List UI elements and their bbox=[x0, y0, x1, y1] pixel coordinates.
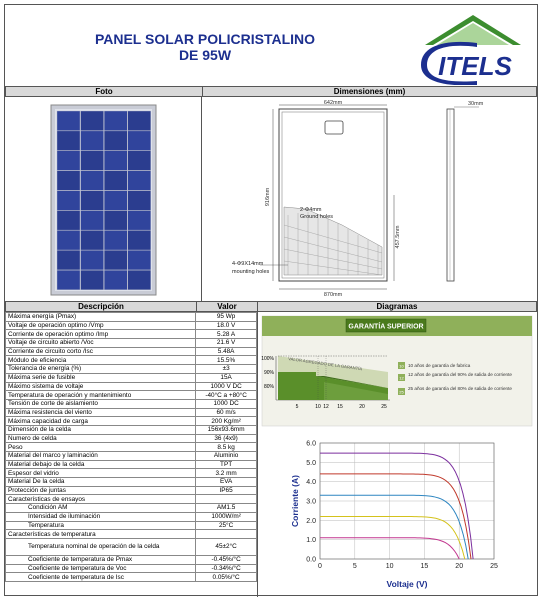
spec-value: 15.5% bbox=[196, 356, 257, 365]
mounting-holes-label: mounting holes bbox=[232, 269, 270, 275]
spec-value: TPT bbox=[196, 460, 257, 469]
spec-description: Máxima serie de fusible bbox=[6, 373, 196, 382]
spec-value: 5.28 A bbox=[196, 330, 257, 339]
spec-description: Espesor del vidrio bbox=[6, 469, 196, 478]
dim-depth: 30mm bbox=[468, 101, 484, 107]
warranty-band-label: VALOR AGREGADO DE LA GARANTÍA bbox=[287, 356, 363, 372]
datasheet bbox=[4, 4, 538, 596]
spec-row bbox=[6, 399, 257, 408]
spec-value: 8.5 kg bbox=[196, 443, 257, 452]
spec-description: Protección de juntas bbox=[6, 486, 196, 495]
spec-description: Temperatura nominal de operación de la celda bbox=[6, 538, 196, 555]
x-tick-label: 0 bbox=[318, 563, 322, 570]
warranty-xtick-15: 15 bbox=[337, 404, 343, 410]
y-tick-label: 6.0 bbox=[306, 440, 316, 448]
spec-description: Características de temperatura bbox=[6, 530, 196, 539]
dim-height: 916mm bbox=[265, 187, 271, 207]
spec-row bbox=[6, 339, 257, 348]
spec-description: Módulo de eficiencia bbox=[6, 356, 196, 365]
spec-description: Material De la celda bbox=[6, 478, 196, 487]
pv-cell bbox=[81, 171, 104, 191]
pv-cell bbox=[57, 171, 80, 191]
diagrams-area bbox=[257, 312, 537, 597]
valor-header: Valor bbox=[196, 301, 258, 312]
spec-value: 95 Wp bbox=[196, 313, 257, 322]
pv-cell bbox=[128, 191, 151, 211]
warranty-ytick-100: 100% bbox=[261, 356, 274, 362]
y-tick-label: 3.0 bbox=[306, 498, 316, 506]
x-tick-label: 10 bbox=[385, 563, 394, 570]
pv-cell bbox=[57, 151, 80, 171]
spec-row bbox=[6, 330, 257, 339]
spec-description: Tolerancia de energía (%) bbox=[6, 365, 196, 374]
pv-cell bbox=[128, 151, 151, 171]
spec-description: Corriente de operación optimo /Imp bbox=[6, 330, 196, 339]
spec-value: EVA bbox=[196, 478, 257, 487]
pv-cell bbox=[81, 131, 104, 151]
pv-cell bbox=[128, 230, 151, 250]
pv-cell bbox=[104, 211, 127, 231]
pv-cell bbox=[81, 270, 104, 290]
warranty-ytick-90: 90% bbox=[263, 370, 274, 376]
spec-description: Máxima capacidad de carga bbox=[6, 417, 196, 426]
pv-cell bbox=[104, 171, 127, 191]
spec-value: AM1.5 bbox=[196, 504, 257, 513]
legend-text-12: 12 años de garantía del 90% de salida de corriente bbox=[408, 372, 512, 377]
spec-value bbox=[196, 530, 257, 539]
iv-curve-chart bbox=[258, 435, 538, 595]
spec-value: 1000 DC bbox=[196, 399, 257, 408]
spec-row bbox=[6, 495, 257, 504]
spec-value: 1000W/m² bbox=[196, 512, 257, 521]
spec-row bbox=[6, 434, 257, 443]
pv-cell bbox=[57, 211, 80, 231]
pv-cell bbox=[128, 250, 151, 270]
spec-description: Numero de celda bbox=[6, 434, 196, 443]
warranty-chart bbox=[258, 312, 538, 430]
spec-row bbox=[6, 425, 257, 434]
spec-row bbox=[6, 555, 257, 564]
spec-row bbox=[6, 417, 257, 426]
logo-text: ITELS bbox=[438, 51, 512, 81]
spec-description: Coeficiente de temperatura de Isc bbox=[6, 573, 196, 582]
spec-value: Aluminio bbox=[196, 452, 257, 461]
pv-cell bbox=[57, 250, 80, 270]
spec-description: Coeficiente de temperatura de Pmax bbox=[6, 555, 196, 564]
pv-cell bbox=[104, 131, 127, 151]
warranty-title: GARANTÍA SUPERIOR bbox=[348, 323, 424, 331]
pv-cell bbox=[57, 270, 80, 290]
spec-value: 18.0 V bbox=[196, 321, 257, 330]
spec-value: -40°C a +80°C bbox=[196, 391, 257, 400]
legend-num-10: 10 bbox=[399, 363, 404, 369]
spec-value: 0.05%/°C bbox=[196, 573, 257, 582]
y-tick-label: 0.0 bbox=[306, 556, 316, 564]
spec-description: Voltaje de circuito abierto /Voc bbox=[6, 339, 196, 348]
warranty-xtick-5: 5 bbox=[295, 404, 299, 410]
ground-holes-label: Ground holes bbox=[300, 214, 334, 220]
spec-row bbox=[6, 347, 257, 356]
spec-value: 21.6 V bbox=[196, 339, 257, 348]
legend-text-25: 25 años de garantía del 80% de salida de corriente bbox=[408, 386, 512, 391]
spec-value: 5.48A bbox=[196, 347, 257, 356]
pv-cell bbox=[57, 111, 80, 131]
pv-cell bbox=[81, 151, 104, 171]
spec-value bbox=[196, 495, 257, 504]
pv-cell bbox=[104, 191, 127, 211]
pv-cell bbox=[81, 191, 104, 211]
dim-width-bottom: 870mm bbox=[323, 292, 343, 298]
itels-logo bbox=[417, 9, 529, 85]
spec-row bbox=[6, 521, 257, 530]
pv-cell bbox=[81, 250, 104, 270]
y-tick-label: 5.0 bbox=[306, 459, 316, 467]
spec-description: Dimensión de la celda bbox=[6, 425, 196, 434]
pv-cell bbox=[81, 111, 104, 131]
spec-description: Máxima resistencia del viento bbox=[6, 408, 196, 417]
descripcion-header: Descripción bbox=[5, 301, 197, 312]
spec-row bbox=[6, 469, 257, 478]
dimension-drawing bbox=[202, 97, 537, 302]
x-tick-label: 20 bbox=[455, 563, 464, 570]
spec-description: Voltaje de operación optimo /Vmp bbox=[6, 321, 196, 330]
spec-row bbox=[6, 564, 257, 573]
spec-table bbox=[5, 312, 257, 582]
dim-half-height: 457.5mm bbox=[395, 225, 401, 249]
x-tick-label: 15 bbox=[420, 563, 429, 570]
spec-row bbox=[6, 313, 257, 322]
title-line-1: PANEL SOLAR POLICRISTALINO bbox=[94, 31, 316, 47]
spec-row bbox=[6, 538, 257, 555]
spec-row bbox=[6, 478, 257, 487]
spec-description: Temperatura bbox=[6, 521, 196, 530]
spec-value: 15A bbox=[196, 373, 257, 382]
y-tick-label: 1.0 bbox=[306, 537, 316, 545]
spec-description: Temperatura de operación y mantenimiento bbox=[6, 391, 196, 400]
solar-panel-image bbox=[5, 97, 202, 302]
spec-value: 200 Kg/m² bbox=[196, 417, 257, 426]
spec-description: Corriente de circuito corto /Isc bbox=[6, 347, 196, 356]
ground-holes-spec: 2-Φ4mm bbox=[300, 207, 322, 213]
spec-row bbox=[6, 408, 257, 417]
pv-cell bbox=[104, 151, 127, 171]
y-tick-label: 4.0 bbox=[306, 479, 316, 487]
spec-row bbox=[6, 321, 257, 330]
spec-value: IP65 bbox=[196, 486, 257, 495]
warranty-xtick-20: 20 bbox=[359, 404, 365, 410]
diagramas-header: Diagramas bbox=[257, 301, 537, 312]
spec-row bbox=[6, 452, 257, 461]
spec-row bbox=[6, 391, 257, 400]
pv-cell bbox=[57, 191, 80, 211]
spec-value: 3.2 mm bbox=[196, 469, 257, 478]
pv-cell bbox=[57, 230, 80, 250]
dimensiones-header: Dimensiones (mm) bbox=[202, 86, 537, 97]
pv-cell bbox=[57, 131, 80, 151]
pv-cell bbox=[128, 270, 151, 290]
pv-cell bbox=[128, 111, 151, 131]
spec-value: 45±2°C bbox=[196, 538, 257, 555]
pv-cell bbox=[81, 211, 104, 231]
spec-description: Condición AM bbox=[6, 504, 196, 513]
spec-row bbox=[6, 382, 257, 391]
spec-description: Intensidad de iluminación bbox=[6, 512, 196, 521]
spec-value: ±3 bbox=[196, 365, 257, 374]
pv-cell bbox=[104, 230, 127, 250]
spec-value: 36 (4x9) bbox=[196, 434, 257, 443]
spec-row bbox=[6, 486, 257, 495]
pv-cell bbox=[128, 131, 151, 151]
spec-description: Máximo sistema de voltaje bbox=[6, 382, 196, 391]
warranty-xtick-12: 12 bbox=[323, 404, 329, 410]
iv-curve-series-3 bbox=[320, 495, 468, 559]
spec-description: Características de ensayos bbox=[6, 495, 196, 504]
pv-cell bbox=[128, 211, 151, 231]
pv-cell bbox=[104, 270, 127, 290]
dim-width-top: 642mm bbox=[323, 100, 343, 106]
panel-photo bbox=[5, 97, 202, 302]
spec-description: Material del marco y laminación bbox=[6, 452, 196, 461]
pv-cell bbox=[81, 230, 104, 250]
spec-row bbox=[6, 512, 257, 521]
spec-row bbox=[6, 443, 257, 452]
spec-row bbox=[6, 460, 257, 469]
spec-value: -0.45%/°C bbox=[196, 555, 257, 564]
spec-value: 1000 V DC bbox=[196, 382, 257, 391]
spec-row bbox=[6, 573, 257, 582]
spec-row bbox=[6, 373, 257, 382]
y-axis-label: Corriente (A) bbox=[290, 475, 300, 527]
spec-description: Material debajo de la celda bbox=[6, 460, 196, 469]
spec-row bbox=[6, 356, 257, 365]
spec-description: Coeficiente de temperatura de Voc bbox=[6, 564, 196, 573]
spec-value: 156x93.6mm bbox=[196, 425, 257, 434]
y-tick-label: 2.0 bbox=[306, 517, 316, 525]
title-line-2: DE 95W bbox=[178, 47, 232, 63]
mounting-holes-spec: 4-Φ9X14mm bbox=[232, 261, 264, 267]
legend-text-10: 10 años de garantía de fabrica bbox=[408, 363, 471, 368]
x-tick-label: 5 bbox=[352, 563, 357, 570]
pv-cell bbox=[128, 171, 151, 191]
legend-num-25: 25 bbox=[399, 389, 404, 395]
foto-header: Foto bbox=[5, 86, 203, 97]
pv-cell bbox=[104, 111, 127, 131]
spec-row bbox=[6, 504, 257, 513]
x-axis-label: Voltaje (V) bbox=[386, 579, 428, 589]
spec-description: Peso bbox=[6, 443, 196, 452]
warranty-xtick-10: 10 bbox=[315, 404, 321, 410]
spec-value: 60 m/s bbox=[196, 408, 257, 417]
legend-num-12: 12 bbox=[399, 375, 404, 381]
spec-value: 25°C bbox=[196, 521, 257, 530]
warranty-ytick-80: 80% bbox=[263, 384, 274, 390]
x-tick-label: 25 bbox=[490, 563, 498, 570]
page-title bbox=[5, 31, 405, 63]
spec-value: -0.34%/°C bbox=[196, 564, 257, 573]
spec-row bbox=[6, 365, 257, 374]
spec-description: Tensión de corte de aislamiento bbox=[6, 399, 196, 408]
spec-row bbox=[6, 530, 257, 539]
spec-description: Máxima energía (Pmax) bbox=[6, 313, 196, 322]
warranty-xtick-25: 25 bbox=[381, 404, 387, 410]
pv-cell bbox=[104, 250, 127, 270]
